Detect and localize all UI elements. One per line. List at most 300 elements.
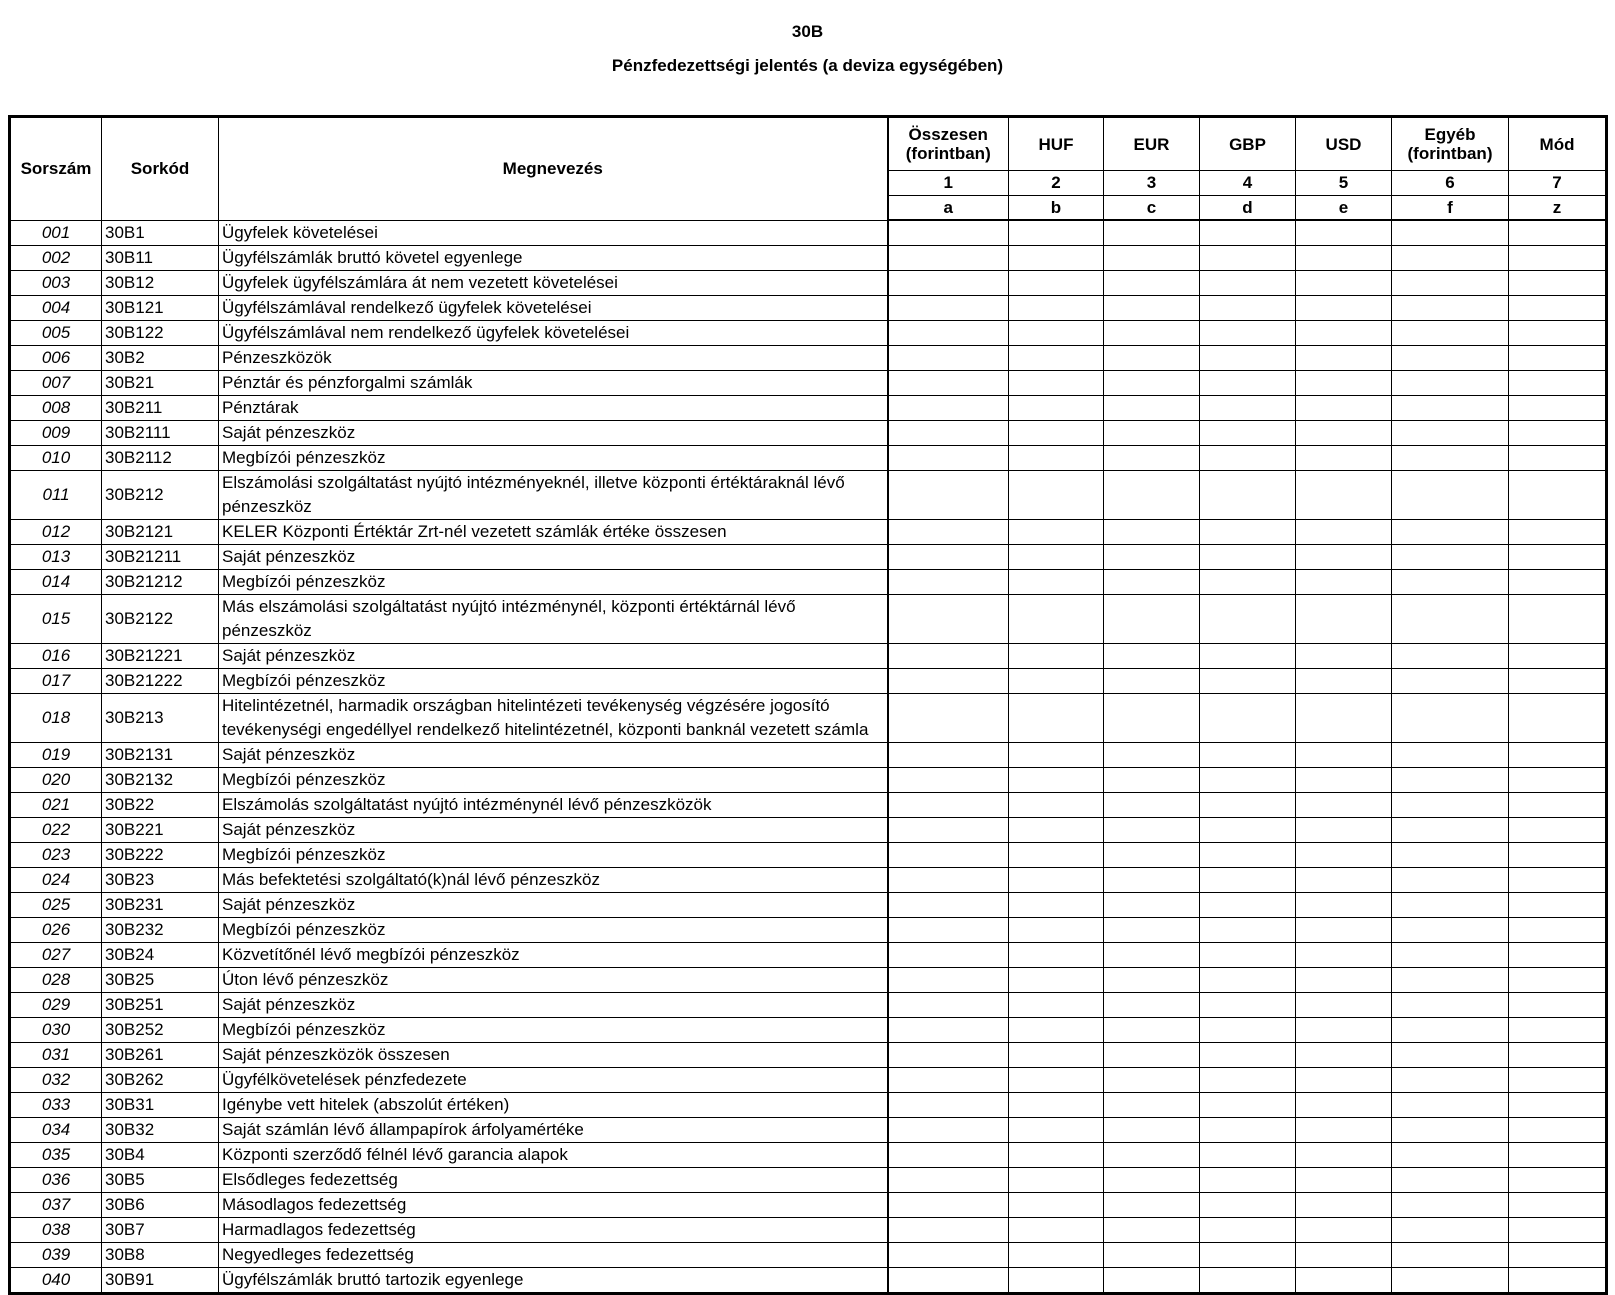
row-code: 30B262	[102, 1067, 219, 1092]
value-cell[interactable]	[1509, 320, 1607, 345]
value-cell[interactable]	[1104, 1267, 1200, 1293]
value-cell[interactable]	[888, 395, 1009, 420]
value-cell[interactable]	[1200, 569, 1296, 594]
value-cell[interactable]	[1104, 643, 1200, 668]
value-cell[interactable]	[888, 420, 1009, 445]
value-cell[interactable]	[1104, 1117, 1200, 1142]
value-cell[interactable]	[888, 842, 1009, 867]
value-cell[interactable]	[1509, 295, 1607, 320]
value-cell[interactable]	[888, 742, 1009, 767]
value-cell[interactable]	[1509, 867, 1607, 892]
value-cell[interactable]	[1200, 1167, 1296, 1192]
row-label: Megbízói pénzeszköz	[219, 445, 888, 470]
value-cell[interactable]	[1009, 1167, 1104, 1192]
value-cell[interactable]	[1200, 892, 1296, 917]
value-cell[interactable]	[1009, 245, 1104, 270]
value-cell[interactable]	[1009, 395, 1104, 420]
value-cell[interactable]	[888, 917, 1009, 942]
value-cell[interactable]	[1392, 1117, 1509, 1142]
value-cell[interactable]	[1200, 992, 1296, 1017]
value-cell[interactable]	[1296, 544, 1392, 569]
value-cell[interactable]	[1392, 1242, 1509, 1267]
value-cell[interactable]	[888, 569, 1009, 594]
value-cell[interactable]	[1509, 345, 1607, 370]
value-cell[interactable]	[1296, 345, 1392, 370]
value-cell[interactable]	[1104, 569, 1200, 594]
value-cell[interactable]	[1509, 420, 1607, 445]
value-cell[interactable]	[1296, 395, 1392, 420]
value-cell[interactable]	[1296, 420, 1392, 445]
value-cell[interactable]	[1392, 1142, 1509, 1167]
value-cell[interactable]	[1200, 1242, 1296, 1267]
value-cell[interactable]	[1200, 767, 1296, 792]
value-cell[interactable]	[1509, 767, 1607, 792]
value-cell[interactable]	[1509, 842, 1607, 867]
value-cell[interactable]	[1200, 967, 1296, 992]
value-cell[interactable]	[888, 1142, 1009, 1167]
value-cell[interactable]	[1009, 842, 1104, 867]
value-cell[interactable]	[1200, 942, 1296, 967]
value-cell[interactable]	[1392, 842, 1509, 867]
value-cell[interactable]	[1392, 817, 1509, 842]
value-cell[interactable]	[1200, 320, 1296, 345]
value-cell[interactable]	[1392, 1067, 1509, 1092]
value-cell[interactable]	[1392, 1192, 1509, 1217]
col-header-osszesen: Összesen (forintban)	[888, 117, 1009, 171]
value-cell[interactable]	[1296, 519, 1392, 544]
table-row	[10, 1217, 1607, 1242]
value-cell[interactable]	[1200, 1217, 1296, 1242]
table-row	[10, 693, 1607, 742]
value-cell[interactable]	[1200, 742, 1296, 767]
value-cell[interactable]	[1200, 295, 1296, 320]
value-cell[interactable]	[1104, 767, 1200, 792]
value-cell[interactable]	[1392, 295, 1509, 320]
table-row	[10, 1267, 1607, 1293]
value-cell[interactable]	[1392, 445, 1509, 470]
value-cell[interactable]	[1509, 792, 1607, 817]
value-cell[interactable]	[1392, 569, 1509, 594]
value-cell[interactable]	[888, 817, 1009, 842]
col-letter: f	[1392, 196, 1509, 221]
col-header-sorkod: Sorkód	[102, 117, 219, 221]
value-cell[interactable]	[1104, 792, 1200, 817]
value-cell[interactable]	[888, 1092, 1009, 1117]
value-cell[interactable]	[1509, 370, 1607, 395]
value-cell[interactable]	[1009, 817, 1104, 842]
value-cell[interactable]	[1104, 295, 1200, 320]
row-label: Negyedleges fedezettség	[219, 1242, 888, 1267]
value-cell[interactable]	[1296, 1017, 1392, 1042]
value-cell[interactable]	[1509, 1117, 1607, 1142]
value-cell[interactable]	[1200, 917, 1296, 942]
col-header-egyeb: Egyéb (forintban)	[1392, 117, 1509, 171]
value-cell[interactable]	[1009, 544, 1104, 569]
value-cell[interactable]	[1392, 270, 1509, 295]
value-cell[interactable]	[1200, 643, 1296, 668]
value-cell[interactable]	[1104, 693, 1200, 742]
value-cell[interactable]	[1104, 544, 1200, 569]
value-cell[interactable]	[1200, 345, 1296, 370]
value-cell[interactable]	[1509, 1242, 1607, 1267]
value-cell[interactable]	[1296, 817, 1392, 842]
value-cell[interactable]	[1200, 1117, 1296, 1142]
value-cell[interactable]	[1104, 470, 1200, 519]
value-cell[interactable]	[1509, 1067, 1607, 1092]
value-cell[interactable]	[1009, 867, 1104, 892]
value-cell[interactable]	[1104, 245, 1200, 270]
value-cell[interactable]	[1200, 668, 1296, 693]
value-cell[interactable]	[1296, 470, 1392, 519]
value-cell[interactable]	[1392, 470, 1509, 519]
value-cell[interactable]	[1200, 395, 1296, 420]
value-cell[interactable]	[1392, 1092, 1509, 1117]
value-cell[interactable]	[1392, 395, 1509, 420]
value-cell[interactable]	[888, 668, 1009, 693]
value-cell[interactable]	[1509, 967, 1607, 992]
row-number: 021	[10, 792, 102, 817]
value-cell[interactable]	[888, 942, 1009, 967]
value-cell[interactable]	[1200, 420, 1296, 445]
value-cell[interactable]	[1104, 345, 1200, 370]
value-cell[interactable]	[1509, 519, 1607, 544]
value-cell[interactable]	[1200, 245, 1296, 270]
value-cell[interactable]	[888, 470, 1009, 519]
value-cell[interactable]	[1009, 767, 1104, 792]
value-cell[interactable]	[1509, 569, 1607, 594]
value-cell[interactable]	[888, 220, 1009, 245]
value-cell[interactable]	[1392, 519, 1509, 544]
value-cell[interactable]	[1296, 792, 1392, 817]
value-cell[interactable]	[1200, 1142, 1296, 1167]
table-row	[10, 842, 1607, 867]
value-cell[interactable]	[1392, 767, 1509, 792]
value-cell[interactable]	[888, 445, 1009, 470]
value-cell[interactable]	[1296, 594, 1392, 643]
value-cell[interactable]	[888, 345, 1009, 370]
value-cell[interactable]	[888, 245, 1009, 270]
value-cell[interactable]	[1104, 519, 1200, 544]
value-cell[interactable]	[1392, 594, 1509, 643]
value-cell[interactable]	[888, 320, 1009, 345]
row-number: 020	[10, 767, 102, 792]
value-cell[interactable]	[1296, 668, 1392, 693]
value-cell[interactable]	[1392, 792, 1509, 817]
value-cell[interactable]	[1200, 693, 1296, 742]
value-cell[interactable]	[888, 867, 1009, 892]
value-cell[interactable]	[1009, 519, 1104, 544]
value-cell[interactable]	[1200, 1092, 1296, 1117]
value-cell[interactable]	[1296, 320, 1392, 345]
value-cell[interactable]	[1296, 270, 1392, 295]
value-cell[interactable]	[1296, 220, 1392, 245]
value-cell[interactable]	[1296, 1067, 1392, 1092]
value-cell[interactable]	[1509, 1142, 1607, 1167]
value-cell[interactable]	[1009, 569, 1104, 594]
value-cell[interactable]	[888, 1267, 1009, 1293]
value-cell[interactable]	[888, 1192, 1009, 1217]
value-cell[interactable]	[1509, 1042, 1607, 1067]
value-cell[interactable]	[1200, 1042, 1296, 1067]
value-cell[interactable]	[1009, 643, 1104, 668]
value-cell[interactable]	[1392, 420, 1509, 445]
value-cell[interactable]	[888, 792, 1009, 817]
value-cell[interactable]	[1009, 1017, 1104, 1042]
value-cell[interactable]	[1009, 892, 1104, 917]
value-cell[interactable]	[1509, 270, 1607, 295]
value-cell[interactable]	[1392, 1267, 1509, 1293]
value-cell[interactable]	[888, 643, 1009, 668]
value-cell[interactable]	[1509, 693, 1607, 742]
value-cell[interactable]	[888, 1017, 1009, 1042]
value-cell[interactable]	[1296, 643, 1392, 668]
value-cell[interactable]	[1509, 668, 1607, 693]
value-cell[interactable]	[1509, 942, 1607, 967]
value-cell[interactable]	[1392, 967, 1509, 992]
value-cell[interactable]	[1009, 270, 1104, 295]
value-cell[interactable]	[888, 693, 1009, 742]
value-cell[interactable]	[1009, 220, 1104, 245]
value-cell[interactable]	[1104, 1067, 1200, 1092]
value-cell[interactable]	[1104, 1192, 1200, 1217]
value-cell[interactable]	[1392, 1217, 1509, 1242]
table-row	[10, 917, 1607, 942]
value-cell[interactable]	[1392, 742, 1509, 767]
value-cell[interactable]	[1009, 693, 1104, 742]
value-cell[interactable]	[1200, 270, 1296, 295]
value-cell[interactable]	[1392, 1017, 1509, 1042]
value-cell[interactable]	[1009, 967, 1104, 992]
value-cell[interactable]	[1392, 668, 1509, 693]
value-cell[interactable]	[1392, 892, 1509, 917]
value-cell[interactable]	[1009, 917, 1104, 942]
value-cell[interactable]	[888, 519, 1009, 544]
value-cell[interactable]	[1392, 544, 1509, 569]
value-cell[interactable]	[1296, 1142, 1392, 1167]
value-cell[interactable]	[1200, 220, 1296, 245]
value-cell[interactable]	[888, 892, 1009, 917]
value-cell[interactable]	[1104, 270, 1200, 295]
value-cell[interactable]	[1296, 742, 1392, 767]
value-cell[interactable]	[1009, 1267, 1104, 1293]
value-cell[interactable]	[1009, 470, 1104, 519]
value-cell[interactable]	[1509, 992, 1607, 1017]
value-cell[interactable]	[1009, 1142, 1104, 1167]
value-cell[interactable]	[1296, 992, 1392, 1017]
value-cell[interactable]	[1104, 742, 1200, 767]
value-cell[interactable]	[1392, 370, 1509, 395]
value-cell[interactable]	[1200, 370, 1296, 395]
value-cell[interactable]	[888, 1117, 1009, 1142]
value-cell[interactable]	[1296, 1167, 1392, 1192]
value-cell[interactable]	[1104, 1217, 1200, 1242]
value-cell[interactable]	[1200, 1067, 1296, 1092]
value-cell[interactable]	[888, 1242, 1009, 1267]
value-cell[interactable]	[1009, 742, 1104, 767]
value-cell[interactable]	[1509, 470, 1607, 519]
value-cell[interactable]	[1392, 867, 1509, 892]
value-cell[interactable]	[1509, 594, 1607, 643]
value-cell[interactable]	[1009, 668, 1104, 693]
value-cell[interactable]	[1509, 917, 1607, 942]
value-cell[interactable]	[1009, 1092, 1104, 1117]
value-cell[interactable]	[1509, 1092, 1607, 1117]
value-cell[interactable]	[1296, 1217, 1392, 1242]
value-cell[interactable]	[888, 767, 1009, 792]
value-cell[interactable]	[1009, 1217, 1104, 1242]
value-cell[interactable]	[1104, 320, 1200, 345]
value-cell[interactable]	[1509, 1217, 1607, 1242]
value-cell[interactable]	[1104, 594, 1200, 643]
value-cell[interactable]	[888, 1067, 1009, 1092]
value-cell[interactable]	[888, 992, 1009, 1017]
value-cell[interactable]	[1392, 345, 1509, 370]
value-cell[interactable]	[1009, 445, 1104, 470]
value-cell[interactable]	[1392, 992, 1509, 1017]
value-cell[interactable]	[1009, 1117, 1104, 1142]
value-cell[interactable]	[1104, 1092, 1200, 1117]
value-cell[interactable]	[1509, 892, 1607, 917]
value-cell[interactable]	[1200, 445, 1296, 470]
value-cell[interactable]	[1200, 1017, 1296, 1042]
value-cell[interactable]	[1296, 1042, 1392, 1067]
value-cell[interactable]	[1009, 992, 1104, 1017]
value-cell[interactable]	[1009, 1192, 1104, 1217]
value-cell[interactable]	[888, 1042, 1009, 1067]
value-cell[interactable]	[1296, 1117, 1392, 1142]
value-cell[interactable]	[1296, 693, 1392, 742]
value-cell[interactable]	[1104, 668, 1200, 693]
value-cell[interactable]	[1104, 942, 1200, 967]
value-cell[interactable]	[1104, 370, 1200, 395]
row-label: KELER Központi Értéktár Zrt-nél vezetett számlák értéke összesen	[219, 519, 888, 544]
value-cell[interactable]	[1509, 1267, 1607, 1293]
value-cell[interactable]	[888, 270, 1009, 295]
value-cell[interactable]	[888, 295, 1009, 320]
value-cell[interactable]	[1009, 295, 1104, 320]
value-cell[interactable]	[1296, 1267, 1392, 1293]
value-cell[interactable]	[1296, 967, 1392, 992]
value-cell[interactable]	[1509, 220, 1607, 245]
value-cell[interactable]	[1104, 817, 1200, 842]
value-cell[interactable]	[1509, 445, 1607, 470]
value-cell[interactable]	[1009, 345, 1104, 370]
value-cell[interactable]	[888, 1167, 1009, 1192]
value-cell[interactable]	[1104, 1042, 1200, 1067]
value-cell[interactable]	[1392, 245, 1509, 270]
value-cell[interactable]	[1009, 942, 1104, 967]
value-cell[interactable]	[1509, 1167, 1607, 1192]
value-cell[interactable]	[888, 544, 1009, 569]
value-cell[interactable]	[1200, 594, 1296, 643]
value-cell[interactable]	[1296, 245, 1392, 270]
value-cell[interactable]	[1200, 519, 1296, 544]
value-cell[interactable]	[1104, 917, 1200, 942]
value-cell[interactable]	[1392, 1042, 1509, 1067]
value-cell[interactable]	[1296, 842, 1392, 867]
value-cell[interactable]	[1009, 1242, 1104, 1267]
table-row	[10, 1242, 1607, 1267]
value-cell[interactable]	[888, 370, 1009, 395]
value-cell[interactable]	[1009, 370, 1104, 395]
value-cell[interactable]	[1200, 470, 1296, 519]
value-cell[interactable]	[1104, 992, 1200, 1017]
value-cell[interactable]	[1296, 370, 1392, 395]
value-cell[interactable]	[1104, 967, 1200, 992]
value-cell[interactable]	[1296, 1192, 1392, 1217]
row-label: Pénzeszközök	[219, 345, 888, 370]
value-cell[interactable]	[1296, 1242, 1392, 1267]
value-cell[interactable]	[1009, 420, 1104, 445]
value-cell[interactable]	[1509, 1017, 1607, 1042]
value-cell[interactable]	[1392, 1167, 1509, 1192]
value-cell[interactable]	[888, 967, 1009, 992]
value-cell[interactable]	[1392, 917, 1509, 942]
table-row	[10, 245, 1607, 270]
value-cell[interactable]	[1296, 942, 1392, 967]
value-cell[interactable]	[1104, 892, 1200, 917]
value-cell[interactable]	[1296, 917, 1392, 942]
value-cell[interactable]	[1104, 1167, 1200, 1192]
value-cell[interactable]	[1104, 1242, 1200, 1267]
value-cell[interactable]	[1509, 742, 1607, 767]
value-cell[interactable]	[1200, 1267, 1296, 1293]
value-cell[interactable]	[1009, 320, 1104, 345]
value-cell[interactable]	[1296, 569, 1392, 594]
row-label: Ügyfelek követelései	[219, 220, 888, 245]
value-cell[interactable]	[1509, 395, 1607, 420]
value-cell[interactable]	[888, 1217, 1009, 1242]
value-cell[interactable]	[1104, 420, 1200, 445]
value-cell[interactable]	[1392, 942, 1509, 967]
value-cell[interactable]	[1296, 1092, 1392, 1117]
value-cell[interactable]	[1104, 867, 1200, 892]
value-cell[interactable]	[1200, 792, 1296, 817]
value-cell[interactable]	[1296, 295, 1392, 320]
value-cell[interactable]	[1200, 867, 1296, 892]
value-cell[interactable]	[1104, 1142, 1200, 1167]
value-cell[interactable]	[1200, 544, 1296, 569]
value-cell[interactable]	[1392, 220, 1509, 245]
value-cell[interactable]	[1296, 867, 1392, 892]
value-cell[interactable]	[1296, 767, 1392, 792]
row-number: 008	[10, 395, 102, 420]
value-cell[interactable]	[1104, 1017, 1200, 1042]
value-cell[interactable]	[1392, 643, 1509, 668]
value-cell[interactable]	[1200, 817, 1296, 842]
value-cell[interactable]	[1200, 1192, 1296, 1217]
value-cell[interactable]	[1509, 245, 1607, 270]
value-cell[interactable]	[1509, 643, 1607, 668]
value-cell[interactable]	[1104, 445, 1200, 470]
value-cell[interactable]	[1509, 817, 1607, 842]
value-cell[interactable]	[1509, 544, 1607, 569]
value-cell[interactable]	[1009, 1067, 1104, 1092]
value-cell[interactable]	[1392, 693, 1509, 742]
value-cell[interactable]	[1009, 792, 1104, 817]
value-cell[interactable]	[1009, 1042, 1104, 1067]
value-cell[interactable]	[1296, 445, 1392, 470]
value-cell[interactable]	[1296, 892, 1392, 917]
value-cell[interactable]	[1009, 594, 1104, 643]
value-cell[interactable]	[888, 594, 1009, 643]
value-cell[interactable]	[1104, 395, 1200, 420]
value-cell[interactable]	[1509, 1192, 1607, 1217]
value-cell[interactable]	[1200, 842, 1296, 867]
value-cell[interactable]	[1392, 320, 1509, 345]
value-cell[interactable]	[1104, 842, 1200, 867]
value-cell[interactable]	[1104, 220, 1200, 245]
